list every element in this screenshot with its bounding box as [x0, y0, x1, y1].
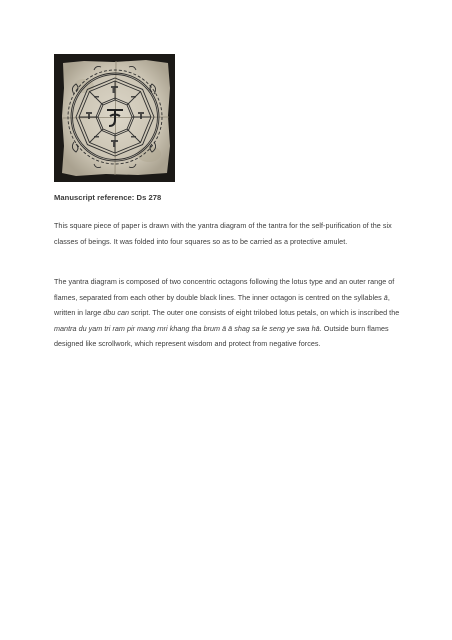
paragraph-text: The yantra diagram is composed of two concentric octagons following the lotus type and an outer range of flames, separated from each other by double black lines. The inner octagon is centred on the syllables [54, 277, 395, 302]
script-name-term: dbu can [103, 308, 130, 317]
yantra-description-paragraph [54, 274, 400, 352]
description-paragraph: This square piece of paper is drawn with the yantra diagram of the tantra for the self-purification of the six classes of beings. It was folded into four squares so as to be carried as a protective amulet. [54, 221, 392, 246]
paragraph-text: . Outside burn flames designed like scrollwork, which represent wisdom and protect from negative forces. [54, 323, 389, 348]
manuscript-reference-heading: Manuscript reference: Ds 278 [54, 193, 162, 202]
syllable-term: ā [383, 292, 388, 302]
yantra-amulet-image [54, 54, 175, 182]
paragraph-text: , written in large [54, 292, 390, 317]
manuscript-photo [54, 54, 175, 182]
paragraph-text: script. The outer one consists of eight trilobed lotus petals, on which is inscribed the [129, 308, 400, 317]
mantra-term: mantra du yam tri ram pir mang rnri khang tha brum ā ā shag sa le seng ye swa hā [54, 323, 320, 333]
